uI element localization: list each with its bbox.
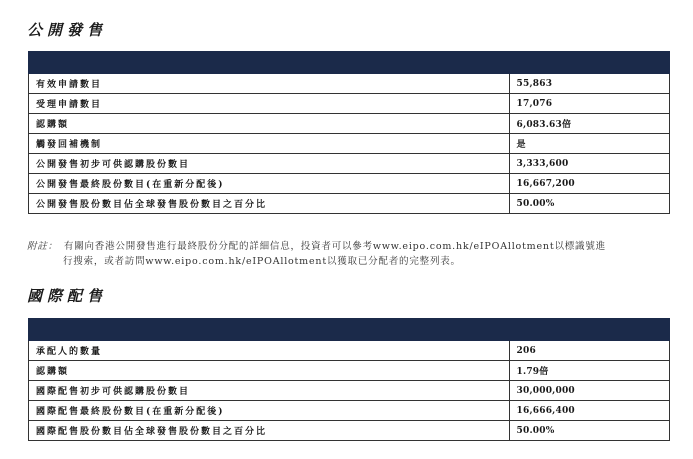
row-value: 206 <box>509 341 669 361</box>
row-value: 17,076 <box>509 94 669 114</box>
row-label: 觸發回補機制 <box>29 134 510 154</box>
table-row <box>29 381 670 401</box>
table-header-band <box>29 52 670 74</box>
table-row <box>29 421 670 441</box>
row-value: 30,000,000 <box>509 381 669 401</box>
table-row <box>29 194 670 214</box>
row-label: 國際配售最終股份數目(在重新分配後) <box>29 401 510 421</box>
table-row <box>29 174 670 194</box>
public-offering-title: 公開發售 <box>27 21 108 39</box>
row-value: 3,333,600 <box>509 154 669 174</box>
row-label: 有效申請數目 <box>29 74 510 94</box>
row-value: 16,667,200 <box>509 174 669 194</box>
table-row <box>29 94 670 114</box>
row-label: 認購額 <box>29 114 510 134</box>
row-label: 國際配售初步可供認購股份數目 <box>29 381 510 401</box>
row-value: 6,083.63倍 <box>509 114 669 134</box>
row-value: 50.00% <box>509 421 669 441</box>
international-placing-title: 國際配售 <box>27 287 108 305</box>
public-offering-table <box>28 51 670 214</box>
table-row <box>29 154 670 174</box>
table-row <box>29 401 670 421</box>
footnote-label: 附註： <box>27 241 58 252</box>
row-label: 認購額 <box>29 361 510 381</box>
table-row <box>29 114 670 134</box>
header-band-cell <box>29 319 670 341</box>
row-label: 公開發售股份數目佔全球發售股份數目之百分比 <box>29 194 510 214</box>
table-row <box>29 341 670 361</box>
table-row <box>29 134 670 154</box>
footnote-line-1: 有關向香港公開發售進行最終股份分配的詳細信息，投資者可以參考www.eipo.com.hk/eIPOAllotment以標識號進 <box>63 241 606 252</box>
row-value: 55,863 <box>509 74 669 94</box>
header-band-cell <box>29 52 670 74</box>
table-row <box>29 361 670 381</box>
table-row <box>29 74 670 94</box>
row-value: 是 <box>509 134 669 154</box>
row-label: 受理申請數目 <box>29 94 510 114</box>
row-label: 公開發售最終股份數目(在重新分配後) <box>29 174 510 194</box>
table-header-band <box>29 319 670 341</box>
row-label: 承配人的數量 <box>29 341 510 361</box>
row-label: 國際配售股份數目佔全球發售股份數目之百分比 <box>29 421 510 441</box>
international-placing-table <box>28 318 670 441</box>
footnote-line-2: 行搜索，或者訪問www.eipo.com.hk/eIPOAllotment以獲取已分配者的完整列表。 <box>63 256 461 267</box>
row-value: 50.00% <box>509 194 669 214</box>
row-value: 1.79倍 <box>509 361 669 381</box>
row-value: 16,666,400 <box>509 401 669 421</box>
footnote <box>27 239 677 269</box>
row-label: 公開發售初步可供認購股份數目 <box>29 154 510 174</box>
